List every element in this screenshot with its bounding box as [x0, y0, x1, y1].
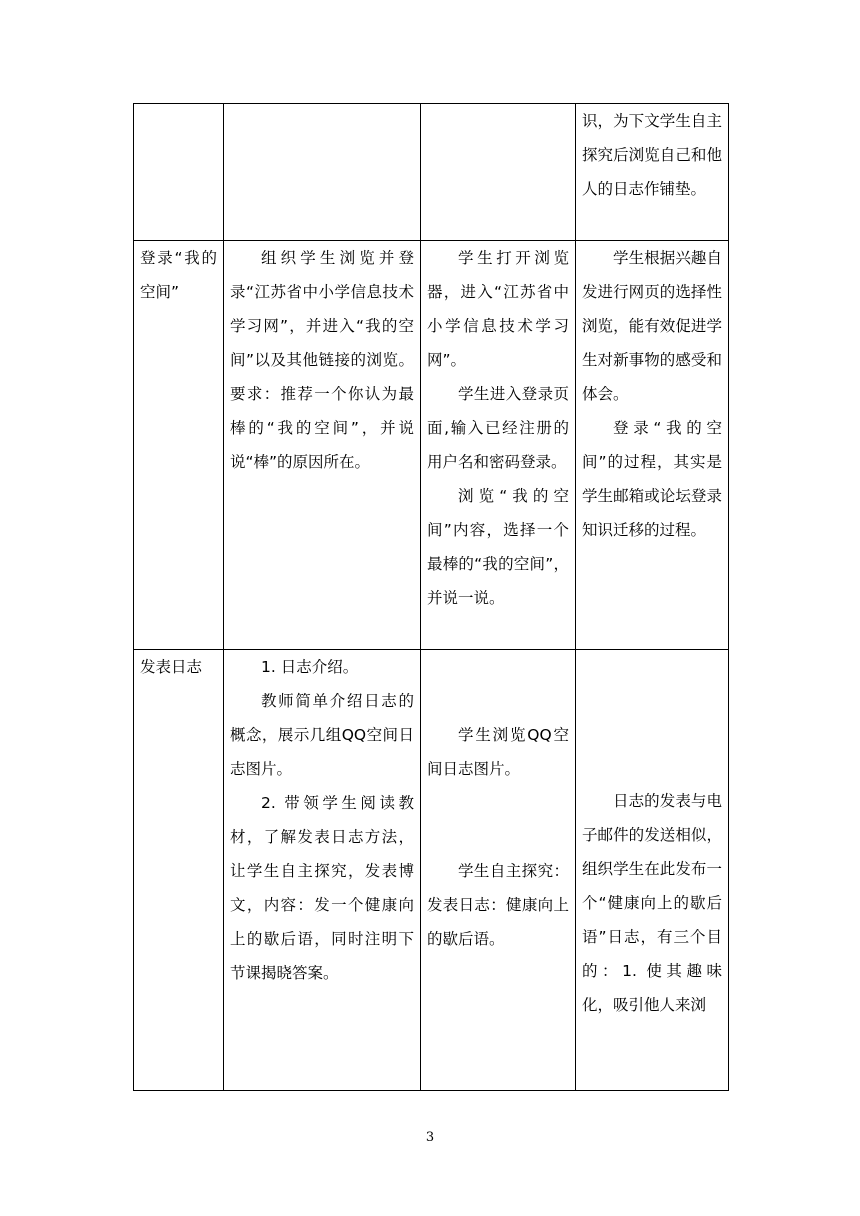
paragraph: 浏览“我的空间”内容，选择一个最棒的“我的空间”，并说一说。 [427, 487, 569, 607]
teacher-activity-cell [224, 241, 421, 650]
design-intent-cell [576, 104, 729, 241]
paragraph: 学生进入登录页面,输入已经注册的用户名和密码登录。 [427, 385, 569, 471]
paragraph: 学生浏览QQ空间日志图片。 [427, 726, 569, 778]
paragraph: 日志的发表与电子邮件的发送相似，组织学生在此发布一个“健康向上的歇后语”日志，有三个目的：1. 使其趣味化，吸引他人来浏 [582, 792, 722, 1014]
table-row [134, 650, 729, 1091]
stage-cell: 发表日志 [134, 650, 224, 1091]
paragraph: 学生根据兴趣自发进行网页的选择性浏览，能有效促进学生对新事物的感受和体会。 [582, 249, 722, 403]
stage-cell [134, 104, 224, 241]
paragraph: 2. 带领学生阅读教材，了解发表日志方法，让学生自主探究，发表博文，内容：发一个健康向上的歇后语，同时注明下节课揭晓答案。 [230, 794, 414, 982]
teacher-activity-cell [224, 650, 421, 1091]
paragraph: 登录“我的空间”的过程，其实是学生邮箱或论坛登录知识迁移的过程。 [582, 419, 722, 539]
paragraph: 组织学生浏览并登录“江苏省中小学信息技术学习网”，并进入“我的空间”以及其他链接的浏览。要求：推荐一个你认为最棒的“我的空间”，并说说“棒”的原因所在。 [230, 249, 414, 471]
student-activity-cell [421, 241, 576, 650]
design-intent-cell [576, 241, 729, 650]
lesson-plan-table [133, 103, 729, 1091]
paragraph: 学生自主探究：发表日志：健康向上的歇后语。 [427, 862, 569, 948]
stage-cell: 登录“我的空间” [134, 241, 224, 650]
spacer [427, 650, 569, 718]
table-row [134, 104, 729, 241]
paragraph: 教师简单介绍日志的概念，展示几组QQ空间日志图片。 [230, 692, 414, 778]
paragraph: 1. 日志介绍。 [261, 658, 359, 676]
student-activity-cell [421, 104, 576, 241]
paragraph: 学生打开浏览器，进入“江苏省中小学信息技术学习网”。 [427, 249, 569, 369]
teacher-activity-cell [224, 104, 421, 241]
page-number: 3 [425, 1130, 435, 1145]
design-intent-cell [576, 650, 729, 1091]
paragraph: 识，为下文学生自主探究后浏览自己和他人的日志作铺垫。 [582, 112, 722, 198]
student-activity-cell [421, 650, 576, 1091]
spacer [427, 786, 569, 854]
spacer [582, 650, 722, 784]
table-row [134, 241, 729, 650]
